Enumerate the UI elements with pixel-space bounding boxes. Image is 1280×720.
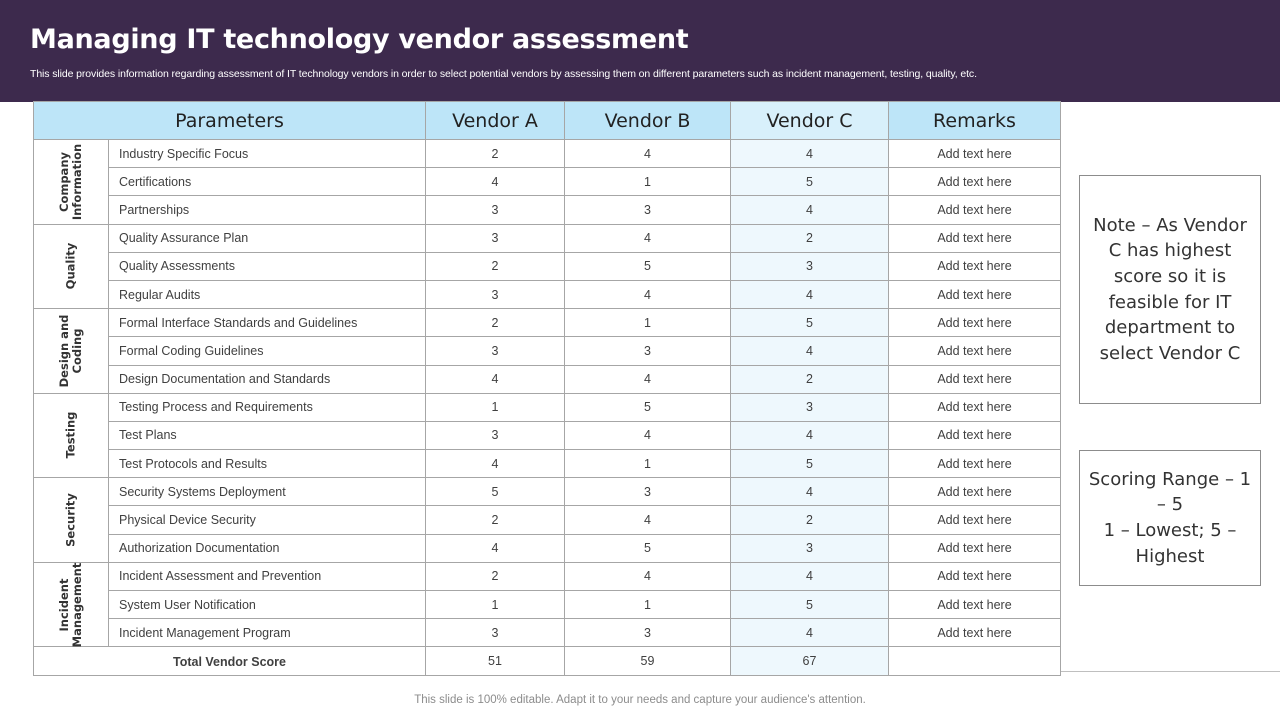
note-box — [1079, 175, 1261, 404]
vendor-a-score: 4 — [426, 168, 565, 196]
vendor-b-score: 1 — [565, 309, 731, 337]
group-cell — [34, 224, 109, 309]
group-label: Company Information — [56, 143, 84, 220]
remark-text: Add text here — [889, 309, 1061, 337]
table-row — [34, 450, 1061, 478]
vendor-c-score: 4 — [731, 337, 889, 365]
parameter-name: Authorization Documentation — [109, 534, 426, 562]
vendor-b-score: 4 — [565, 365, 731, 393]
vendor-b-score: 3 — [565, 478, 731, 506]
vendor-c-score: 4 — [731, 562, 889, 590]
parameter-name: Regular Audits — [109, 280, 426, 308]
table-row — [34, 224, 1061, 252]
remark-text: Add text here — [889, 450, 1061, 478]
table-row — [34, 280, 1061, 308]
table-row — [34, 365, 1061, 393]
group-cell — [34, 140, 109, 225]
parameter-name: Quality Assessments — [109, 252, 426, 280]
header-vendor-c: Vendor C — [731, 102, 889, 140]
table-row — [34, 562, 1061, 590]
parameter-name: Incident Assessment and Prevention — [109, 562, 426, 590]
vendor-assessment-table — [33, 101, 1061, 676]
table-header-row — [34, 102, 1061, 140]
table-row — [34, 168, 1061, 196]
parameter-name: Partnerships — [109, 196, 426, 224]
parameter-name: Testing Process and Requirements — [109, 393, 426, 421]
vendor-a-score: 1 — [426, 393, 565, 421]
total-vendor-a: 51 — [426, 647, 565, 676]
table-row — [34, 506, 1061, 534]
vendor-c-score: 3 — [731, 252, 889, 280]
vendor-c-score: 2 — [731, 224, 889, 252]
remark-text: Add text here — [889, 562, 1061, 590]
vendor-c-score: 4 — [731, 478, 889, 506]
remark-text: Add text here — [889, 252, 1061, 280]
table-row — [34, 421, 1061, 449]
table-row — [34, 534, 1061, 562]
remark-text: Add text here — [889, 337, 1061, 365]
table-row — [34, 337, 1061, 365]
header-vendor-a: Vendor A — [426, 102, 565, 140]
table-row — [34, 619, 1061, 647]
scoring-range-text — [1086, 467, 1254, 569]
vendor-a-score: 1 — [426, 591, 565, 619]
vendor-c-score: 4 — [731, 280, 889, 308]
remark-text: Add text here — [889, 534, 1061, 562]
table-row — [34, 252, 1061, 280]
remark-text: Add text here — [889, 280, 1061, 308]
parameter-name: Formal Coding Guidelines — [109, 337, 426, 365]
group-cell — [34, 309, 109, 394]
vendor-c-score: 3 — [731, 393, 889, 421]
vendor-b-score: 4 — [565, 140, 731, 168]
vendor-a-score: 3 — [426, 421, 565, 449]
vendor-a-score: 4 — [426, 450, 565, 478]
total-row — [34, 647, 1061, 676]
vendor-c-score: 4 — [731, 196, 889, 224]
parameter-name: Certifications — [109, 168, 426, 196]
header-banner — [0, 0, 1280, 102]
parameter-name: System User Notification — [109, 591, 426, 619]
parameter-name: Security Systems Deployment — [109, 478, 426, 506]
remark-text: Add text here — [889, 478, 1061, 506]
group-label: Design and Coding — [56, 314, 84, 388]
vendor-b-score: 1 — [565, 168, 731, 196]
group-label: Security — [63, 493, 78, 547]
header-parameters: Parameters — [34, 102, 426, 140]
table-row — [34, 478, 1061, 506]
vendor-c-score: 4 — [731, 140, 889, 168]
vendor-c-score: 2 — [731, 506, 889, 534]
scoring-scale-line: 1 – Lowest; 5 – Highest — [1103, 520, 1237, 567]
table-row — [34, 309, 1061, 337]
remark-text: Add text here — [889, 421, 1061, 449]
table-row — [34, 196, 1061, 224]
page-title: Managing IT technology vendor assessment — [30, 24, 689, 55]
vendor-a-score: 4 — [426, 365, 565, 393]
vendor-a-score: 2 — [426, 140, 565, 168]
vendor-c-score: 5 — [731, 168, 889, 196]
header-vendor-b: Vendor B — [565, 102, 731, 140]
total-label: Total Vendor Score — [34, 647, 426, 676]
header-remarks: Remarks — [889, 102, 1061, 140]
table-row — [34, 591, 1061, 619]
note-text: Note – As Vendor C has highest score so it is feasible for IT department to select Vendor C — [1093, 214, 1247, 364]
vendor-a-score: 2 — [426, 309, 565, 337]
vendor-a-score: 2 — [426, 506, 565, 534]
parameter-name: Formal Interface Standards and Guidelines — [109, 309, 426, 337]
parameter-name: Design Documentation and Standards — [109, 365, 426, 393]
remark-text: Add text here — [889, 168, 1061, 196]
vendor-a-score: 2 — [426, 252, 565, 280]
table-row — [34, 393, 1061, 421]
vendor-b-score: 5 — [565, 534, 731, 562]
parameter-name: Quality Assurance Plan — [109, 224, 426, 252]
remark-text: Add text here — [889, 365, 1061, 393]
vendor-a-score: 3 — [426, 619, 565, 647]
vendor-b-score: 4 — [565, 506, 731, 534]
group-label: Testing — [63, 412, 78, 459]
remark-text: Add text here — [889, 140, 1061, 168]
group-label: Incident Management — [56, 562, 84, 647]
remark-text: Add text here — [889, 393, 1061, 421]
remark-text: Add text here — [889, 196, 1061, 224]
group-label: Quality — [63, 243, 78, 290]
footer-note: This slide is 100% editable. Adapt it to your needs and capture your audience's attention. — [414, 694, 866, 706]
remark-text: Add text here — [889, 619, 1061, 647]
remark-text: Add text here — [889, 224, 1061, 252]
vendor-b-score: 3 — [565, 619, 731, 647]
scoring-range-line: Scoring Range – 1 – 5 — [1088, 468, 1252, 516]
total-vendor-b: 59 — [565, 647, 731, 676]
vendor-b-score: 4 — [565, 562, 731, 590]
vendor-b-score: 3 — [565, 196, 731, 224]
vendor-b-score: 1 — [565, 450, 731, 478]
vendor-a-score: 5 — [426, 478, 565, 506]
remark-text: Add text here — [889, 591, 1061, 619]
page-subtitle: This slide provides information regarding assessment of IT technology vendors in order to select potential vendors by assessing them on different parameters such as incident management, testing, quality, etc. — [30, 68, 977, 80]
parameter-name: Industry Specific Focus — [109, 140, 426, 168]
vendor-c-score: 5 — [731, 309, 889, 337]
remark-text: Add text here — [889, 506, 1061, 534]
table-row — [34, 140, 1061, 168]
vendor-a-score: 3 — [426, 224, 565, 252]
vendor-b-score: 4 — [565, 280, 731, 308]
group-cell — [34, 478, 109, 563]
vendor-c-score: 5 — [731, 591, 889, 619]
parameter-name: Test Plans — [109, 421, 426, 449]
parameter-name: Incident Management Program — [109, 619, 426, 647]
total-vendor-c: 67 — [731, 647, 889, 676]
vendor-a-score: 2 — [426, 562, 565, 590]
scoring-range-box — [1079, 450, 1261, 586]
vendor-b-score: 3 — [565, 337, 731, 365]
vendor-b-score: 4 — [565, 421, 731, 449]
vendor-b-score: 5 — [565, 393, 731, 421]
vendor-a-score: 3 — [426, 337, 565, 365]
parameter-name: Physical Device Security — [109, 506, 426, 534]
vendor-b-score: 1 — [565, 591, 731, 619]
vendor-c-score: 4 — [731, 619, 889, 647]
vendor-c-score: 3 — [731, 534, 889, 562]
vendor-c-score: 4 — [731, 421, 889, 449]
vendor-a-score: 3 — [426, 280, 565, 308]
vendor-b-score: 4 — [565, 224, 731, 252]
parameter-name: Test Protocols and Results — [109, 450, 426, 478]
vendor-a-score: 3 — [426, 196, 565, 224]
vendor-c-score: 5 — [731, 450, 889, 478]
total-remarks — [889, 647, 1061, 676]
vendor-a-score: 4 — [426, 534, 565, 562]
vendor-c-score: 2 — [731, 365, 889, 393]
group-cell — [34, 393, 109, 478]
group-cell — [34, 562, 109, 647]
vendor-b-score: 5 — [565, 252, 731, 280]
